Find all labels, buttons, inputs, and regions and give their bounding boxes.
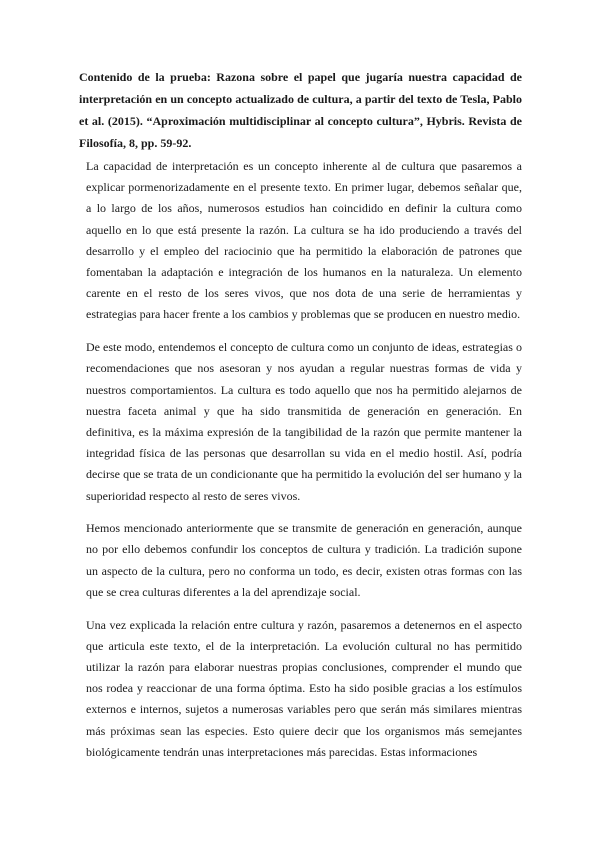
paragraph-4: Una vez explicada la relación entre cultura y razón, pasaremos a detenernos en el aspecto que articula este texto, el de la interpretación. La evolución cultural no has permitido utilizar la razón para elaborar nuestras propias conclusiones, comprender el mundo que nos rodea y reaccionar de una forma óptima. Esto ha sido posible gracias a los estímulos externos e internos, sujetos a numerosas variables pero que serán más similares mientras más próximas sean las especies. Esto quiere decir que los organismos más semejantes biológicamente tendrán unas interpretaciones más parecidas. Estas informaciones — [86, 617, 522, 759]
paragraph-1: La capacidad de interpretación es un concepto inherente al de cultura que pasaremos a explicar pormenorizadamente en el presente texto. En primer lugar, debemos señalar que, a lo largo de los años, numerosos estudios han coincidido en definir la cultura como aquello en lo que está presente la razón. La cultura se ha ido produciendo a través del desarrollo y el empleo del raciocinio que ha permitido la elaboración de patrones que fomentaban la adaptación e integración de los humanos en la naturaleza. Un elemento carente en el resto de los seres vivos, que nos dota de una serie de herramientas y estrategias para hacer frente a los cambios y problemas que se producen en nuestro medio. — [86, 159, 522, 322]
paragraph-3: Hemos mencionado anteriormente que se transmite de generación en generación, aunque no por ello debemos confundir los conceptos de cultura y tradición. La tradición supone un aspecto de la cultura, pero no conforma un todo, es decir, existen otras formas con las que se crea culturas diferentes a la del aprendizaje social. — [86, 521, 522, 599]
essay-body — [86, 156, 522, 774]
assignment-heading: Contenido de la prueba: Razona sobre el papel que jugaría nuestra capacidad de interpretación en un concepto actualizado de cultura, a partir del texto de Tesla, Pablo et al. (2015). “Aproximación multidisciplinar al concepto cultura”, Hybris. Revista de Filosofía, 8, pp. 59-92. — [79, 70, 522, 150]
paragraph-2: De este modo, entendemos el concepto de cultura como un conjunto de ideas, estrategias o recomendaciones que nos asesoran y nos ayudan a regular nuestras formas de vida y nuestros comportamientos. La cultura es todo aquello que nos ha permitido alejarnos de nuestra faceta animal y que ha sido transmitida de generación en generación. En definitiva, es la máxima expresión de la tangibilidad de la razón que permite mantener la integridad física de las personas que desarrollan su vida en el medio hostil. Así, podría decirse que se trata de un condicionante que ha permitido la evolución del ser humano y la superioridad respecto al resto de seres vivos. — [86, 340, 522, 503]
